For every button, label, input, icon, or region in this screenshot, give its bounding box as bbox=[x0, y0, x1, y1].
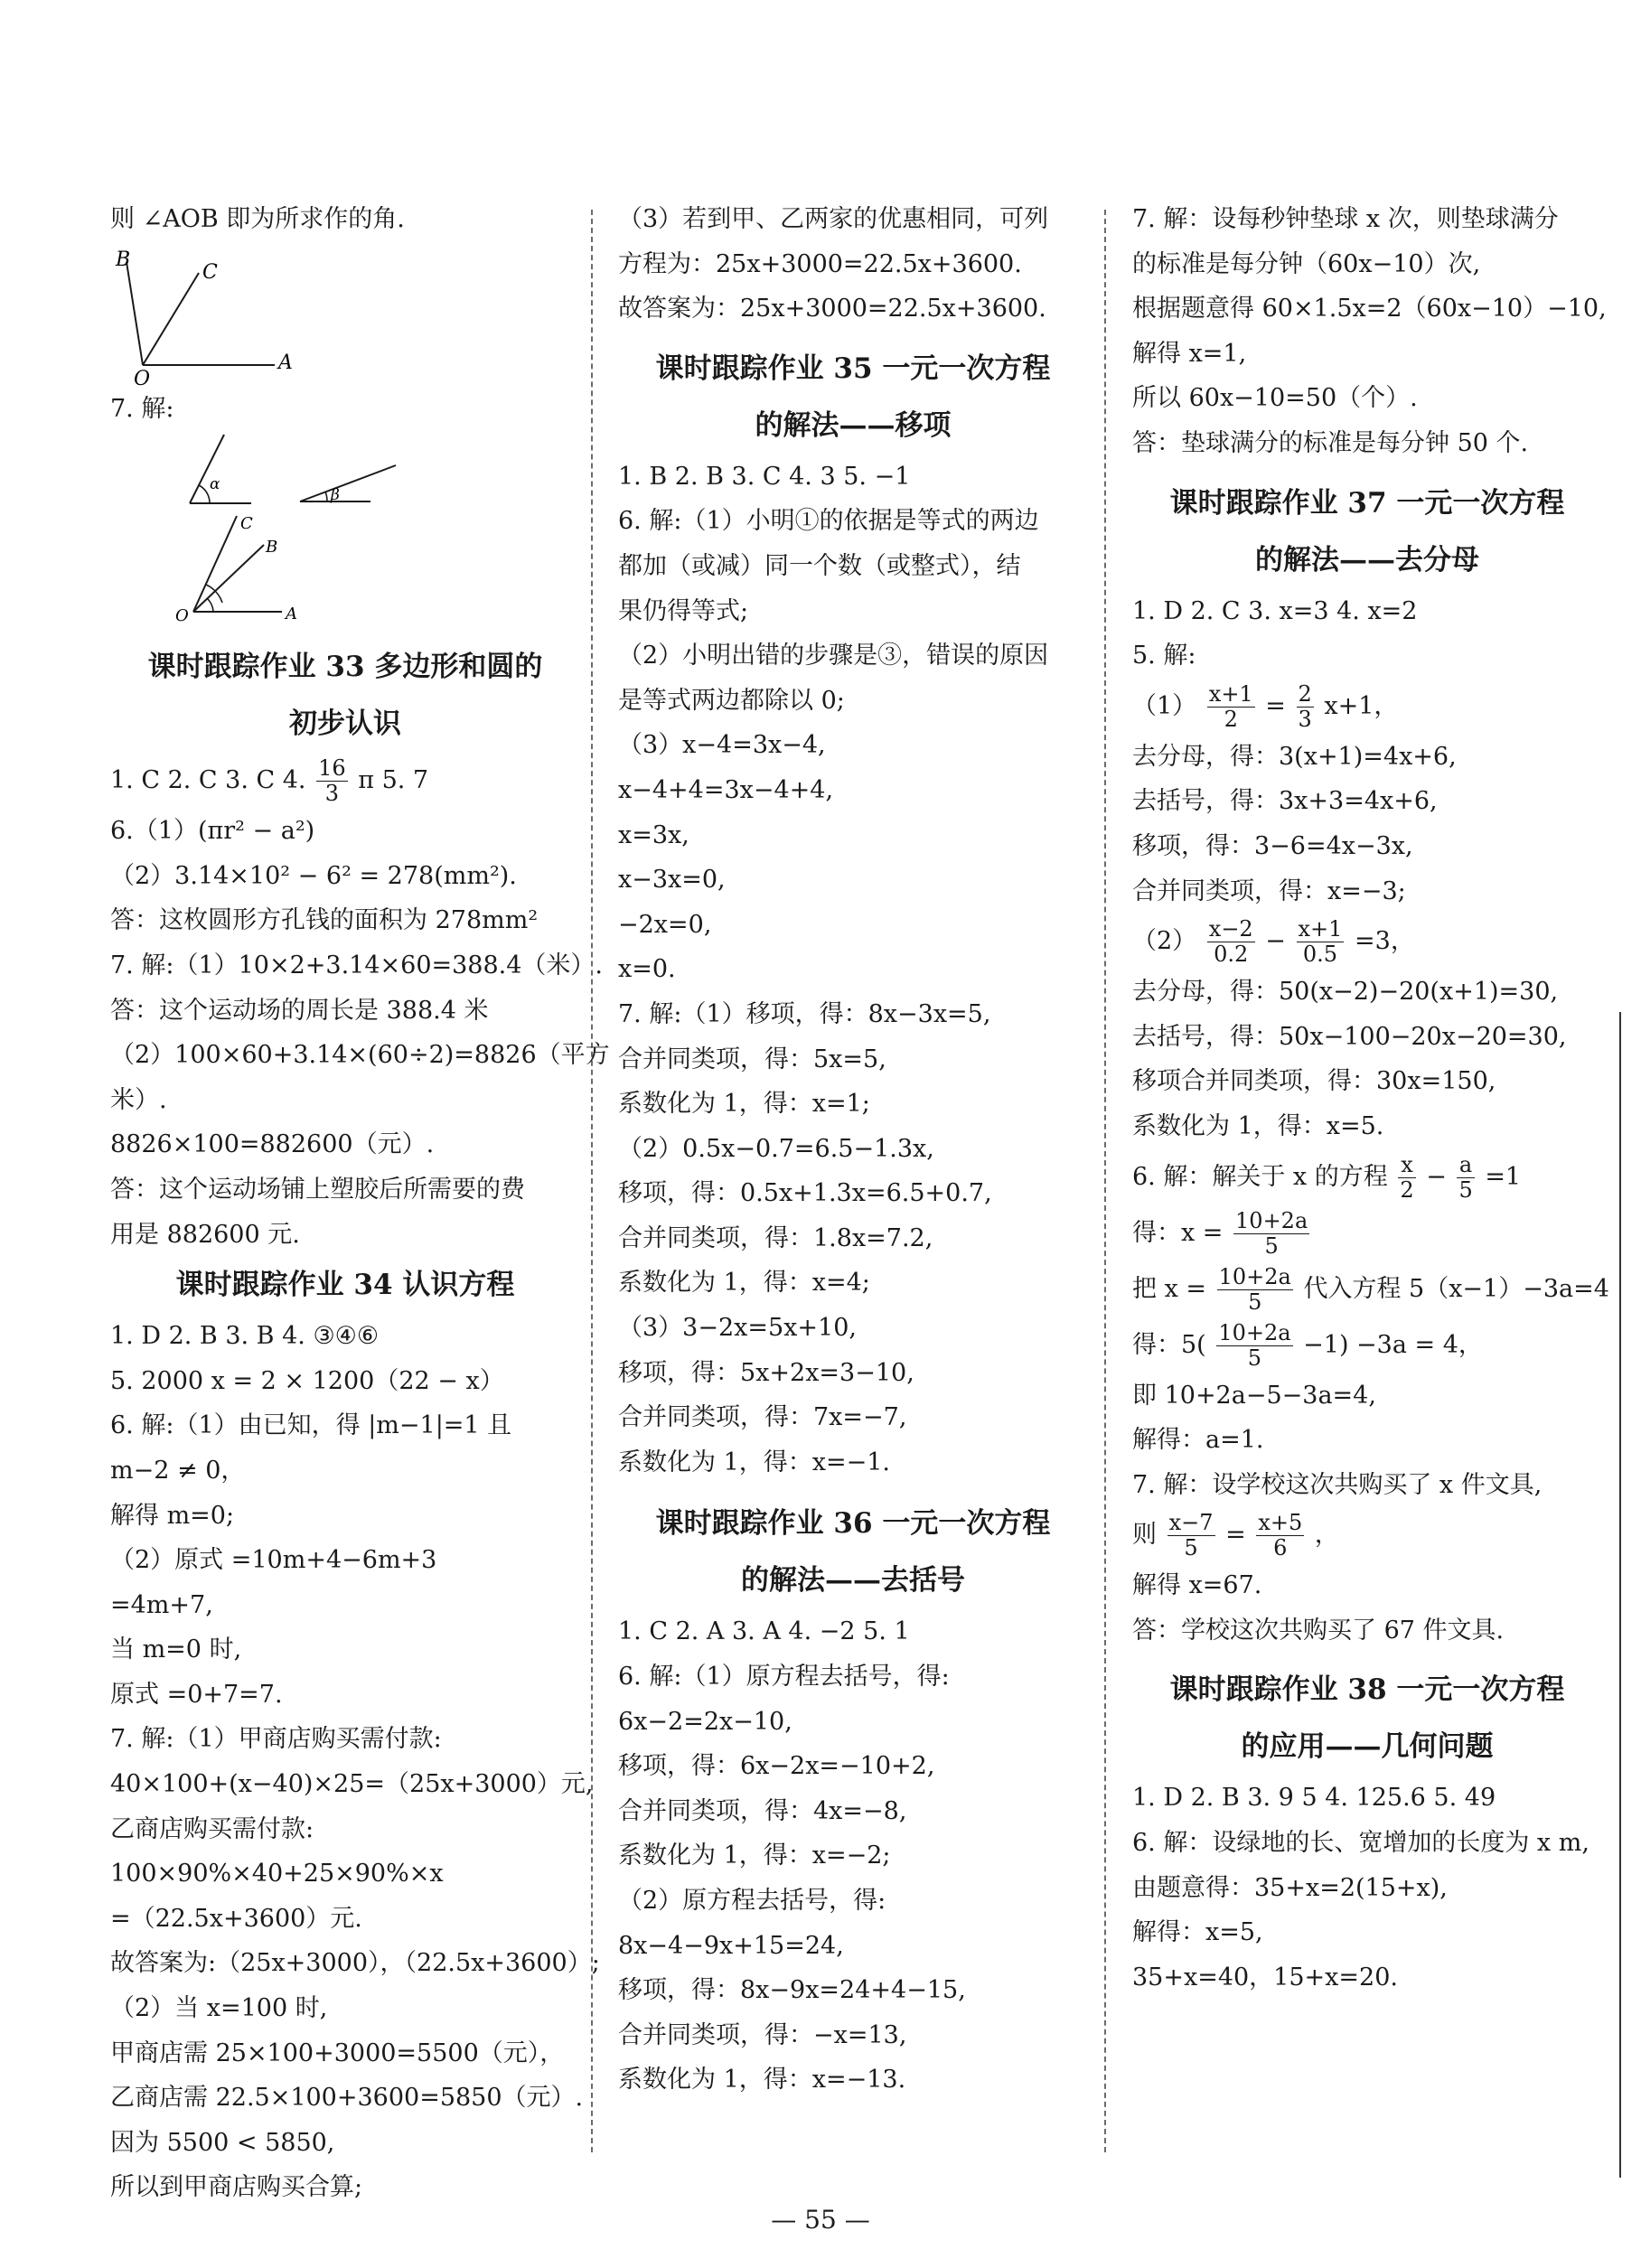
text-line: 去分母，得：50(x−2)−20(x+1)=30, bbox=[1132, 978, 1559, 1007]
text-line: （2）原方程去括号，得: bbox=[618, 1887, 886, 1915]
denominator: 5 bbox=[1248, 1289, 1262, 1315]
equation-text: = bbox=[1225, 1521, 1246, 1550]
text-line: 答：垫球满分的标准是每分钟 50 个. bbox=[1132, 428, 1529, 457]
text-line: 根据题意得 60×1.5x=2（60x−10）−10, bbox=[1132, 295, 1607, 323]
alpha-arc bbox=[199, 485, 210, 503]
denominator: 5 bbox=[1247, 1345, 1262, 1371]
text-line: （2）0.5x−0.7=6.5−1.3x, bbox=[618, 1134, 934, 1163]
text-line: 6. 解:（1）小明①的依据是等式的两边 bbox=[618, 507, 1039, 536]
equation-text: x+1， bbox=[1324, 691, 1399, 720]
section-title: 课时跟踪作业 35 一元一次方程 bbox=[655, 351, 1051, 385]
text-line: （2）小明出错的步骤是③，错误的原因 bbox=[618, 642, 1049, 670]
equation-line bbox=[1132, 1507, 1602, 1563]
text-line: 7. 解：设每秒钟垫球 x 次，则垫球满分 bbox=[1132, 205, 1559, 233]
column-divider-right bbox=[1104, 210, 1106, 2152]
text-line: =（22.5x+3600）元. bbox=[110, 1904, 362, 1933]
fraction bbox=[1207, 917, 1255, 967]
numerator: x+1 bbox=[1298, 916, 1343, 942]
text-line: 合并同类项，得：7x=−7, bbox=[618, 1403, 907, 1432]
section-title: 的解法——去分母 bbox=[1255, 543, 1479, 576]
text-line: 35+x=40，15+x=20. bbox=[1132, 1963, 1398, 1992]
text-line: 1. D 2. C 3. x=3 4. x=2 bbox=[1132, 596, 1418, 625]
section-title: 课时跟踪作业 33 多边形和圆的 bbox=[147, 651, 543, 684]
fraction bbox=[1216, 1321, 1292, 1371]
text-line: 7. 解:（1）移项，得：8x−3x=5, bbox=[618, 999, 991, 1028]
equation-line bbox=[1132, 1149, 1602, 1205]
text-line: （3）若到甲、乙两家的优惠相同，可列 bbox=[618, 205, 1049, 233]
section-title: 课时跟踪作业 38 一元一次方程 bbox=[1169, 1673, 1565, 1707]
text-line: 去括号，得：3x+3=4x+6, bbox=[1132, 787, 1438, 816]
denominator: 0.2 bbox=[1214, 942, 1249, 968]
column-3 bbox=[1132, 197, 1609, 2000]
text-line: x−4+4=3x−4+4, bbox=[618, 775, 834, 804]
label-c: C bbox=[240, 514, 253, 534]
page-number: — 55 — bbox=[771, 2205, 870, 2235]
equation-text: 得：5( bbox=[1132, 1330, 1206, 1359]
column-1 bbox=[110, 197, 610, 2210]
section-title: 的解法——去括号 bbox=[741, 1564, 965, 1598]
text-line: 所以 60x−10=50（个）. bbox=[1132, 384, 1418, 413]
text-line: （2）原式 =10m+4−6m+3 bbox=[110, 1546, 437, 1575]
numerator: 16 bbox=[318, 755, 346, 782]
fraction bbox=[1297, 917, 1345, 967]
equation-text: ， bbox=[1314, 1521, 1339, 1550]
text-line: m−2 ≠ 0， bbox=[110, 1456, 246, 1485]
text-line: 原式 =0+7=7. bbox=[110, 1680, 283, 1709]
text-line: 答：这枚圆形方孔钱的面积为 278mm² bbox=[110, 906, 539, 935]
label-beta: β bbox=[331, 486, 340, 505]
text-line: 即 10+2a−5−3a=4, bbox=[1132, 1381, 1376, 1410]
equation-line bbox=[1132, 1317, 1602, 1373]
text-line: 合并同类项，得：1.8x=7.2, bbox=[618, 1223, 933, 1252]
text-line: 的标准是每分钟（60x−10）次, bbox=[1132, 249, 1481, 278]
ray-oc bbox=[143, 273, 199, 365]
text-line: 6. 解:（1）由已知，得 |m−1|=1 且 bbox=[110, 1411, 512, 1440]
equation-text: 代入方程 5（x−1）−3a=4 bbox=[1303, 1274, 1609, 1303]
text-line: 5. 2000 x = 2 × 1200（22 − x） bbox=[110, 1366, 504, 1395]
text-line: 系数化为 1，得：x=−2; bbox=[618, 1842, 891, 1870]
fraction bbox=[1207, 682, 1255, 732]
equation-text: −1) −3a = 4， bbox=[1303, 1330, 1483, 1359]
text-line: x=3x, bbox=[618, 820, 689, 849]
text-line: 则 ∠AOB 即为所求作的角. bbox=[110, 205, 405, 233]
text-line: 6x−2=2x−10, bbox=[618, 1707, 792, 1736]
ray-ob bbox=[127, 262, 143, 365]
text-line: 5. 解: bbox=[1132, 642, 1196, 670]
answer-text: π 5. 7 bbox=[358, 766, 429, 795]
text-line: 答：学校这次共购买了 67 件文具. bbox=[1132, 1616, 1505, 1645]
text-line: 系数化为 1，得：x=−1. bbox=[618, 1448, 890, 1476]
text-line: 乙商店购买需付款: bbox=[110, 1814, 314, 1843]
denominator: 3 bbox=[324, 781, 340, 807]
text-line: 合并同类项，得：5x=5, bbox=[618, 1045, 886, 1073]
section-title: 课时跟踪作业 34 认识方程 bbox=[175, 1269, 515, 1302]
text-line: 7. 解:（1）10×2+3.14×60=388.4（米）. bbox=[110, 951, 603, 979]
numerator: x−7 bbox=[1168, 1510, 1214, 1536]
column-divider-left bbox=[591, 210, 593, 2152]
text-line: （2）3.14×10² − 6² = 278(mm²). bbox=[110, 861, 517, 890]
numerator: a bbox=[1457, 1153, 1474, 1178]
text-line: 移项合并同类项，得：30x=150, bbox=[1132, 1067, 1496, 1096]
text-line: x−3x=0, bbox=[618, 866, 726, 895]
equation-line bbox=[1132, 679, 1602, 735]
numerator: 10+2a bbox=[1218, 1263, 1291, 1289]
text-line: 100×90%×40+25×90%×x bbox=[110, 1860, 444, 1888]
text-line: −2x=0, bbox=[618, 910, 712, 939]
numerator: x+1 bbox=[1208, 680, 1253, 707]
text-line: 所以到甲商店购买合算; bbox=[110, 2173, 363, 2202]
text-line: 8826×100=882600（元）. bbox=[110, 1130, 435, 1159]
denominator: 5 bbox=[1458, 1176, 1473, 1203]
answer-text: 1. C 2. C 3. C 4. bbox=[110, 766, 306, 795]
answer-line bbox=[110, 753, 580, 809]
text-line: 用是 882600 元. bbox=[110, 1220, 300, 1249]
equation-text: − bbox=[1426, 1162, 1447, 1191]
ray-ob bbox=[193, 545, 264, 612]
text-line: 系数化为 1，得：x=1; bbox=[618, 1090, 870, 1119]
label-a: A bbox=[286, 604, 297, 624]
text-line: 由题意得：35+x=2(15+x), bbox=[1132, 1873, 1448, 1902]
label-b: B bbox=[116, 248, 131, 271]
text-line: 答：这个运动场的周长是 388.4 米 bbox=[110, 996, 489, 1025]
equation-text: = bbox=[1265, 691, 1286, 720]
text-line: 都加（或减）同一个数（或整式），结 bbox=[618, 551, 1021, 580]
text-line: 移项，得：6x−2x=−10+2, bbox=[618, 1752, 935, 1781]
text-line: （3）x−4=3x−4, bbox=[618, 731, 826, 760]
text-line: 故答案为:（25x+3000），（22.5x+3600）; bbox=[110, 1949, 600, 1978]
text-line: 合并同类项，得：x=−3; bbox=[1132, 876, 1406, 905]
equation-text: 把 x = bbox=[1132, 1274, 1207, 1303]
text-line: （2）100×60+3.14×(60÷2)=8826（平方 bbox=[110, 1041, 610, 1070]
text-line: 7. 解: bbox=[110, 394, 174, 423]
text-line: 方程为：25x+3000=22.5x+3600. bbox=[618, 249, 1022, 278]
text-line: 当 m=0 时, bbox=[110, 1635, 242, 1664]
text-line: 去分母，得：3(x+1)=4x+6, bbox=[1132, 742, 1457, 771]
section-title: 课时跟踪作业 36 一元一次方程 bbox=[655, 1507, 1051, 1541]
text-line: 故答案为：25x+3000=22.5x+3600. bbox=[618, 295, 1046, 323]
equation-text: 得：x = bbox=[1132, 1218, 1224, 1247]
text-line: 甲商店需 25×100+3000=5500（元）， bbox=[110, 2038, 565, 2067]
column-2 bbox=[618, 197, 1088, 2103]
text-line: （3）3−2x=5x+10, bbox=[618, 1314, 857, 1343]
denominator: 2 bbox=[1224, 706, 1238, 732]
label-o: O bbox=[134, 367, 151, 387]
denominator: 0.5 bbox=[1302, 942, 1338, 968]
beta-side-ray bbox=[300, 465, 396, 501]
page-edge-line bbox=[1619, 1012, 1621, 2178]
ray-oc bbox=[193, 516, 237, 612]
figure-combined-angle bbox=[110, 512, 472, 630]
text-line: x=0. bbox=[618, 955, 676, 984]
text-line: 系数化为 1，得：x=4; bbox=[618, 1269, 870, 1298]
text-line: 系数化为 1，得：x=5. bbox=[1132, 1111, 1384, 1140]
text-line: 解得 x=1, bbox=[1132, 339, 1247, 368]
label-b: B bbox=[266, 538, 278, 558]
denominator: 5 bbox=[1184, 1535, 1198, 1561]
beta-arc bbox=[325, 492, 327, 501]
equation-text: （1） bbox=[1132, 691, 1197, 720]
text-line: 6. 解:（1）原方程去括号，得: bbox=[618, 1663, 950, 1692]
numerator: 10+2a bbox=[1235, 1207, 1308, 1233]
equation-text: =1 bbox=[1485, 1162, 1522, 1191]
denominator: 5 bbox=[1264, 1232, 1279, 1259]
numerator: x bbox=[1398, 1153, 1415, 1178]
numerator: 2 bbox=[1298, 680, 1312, 707]
text-line: 答：这个运动场铺上塑胶后所需要的费 bbox=[110, 1175, 525, 1204]
text-line: 解得 x=67. bbox=[1132, 1571, 1262, 1600]
equation-text: 则 bbox=[1132, 1521, 1157, 1550]
numerator: x+5 bbox=[1258, 1510, 1303, 1536]
text-line: 1. C 2. A 3. A 4. −2 5. 1 bbox=[618, 1617, 910, 1646]
equation-line bbox=[1132, 1205, 1602, 1261]
equation-line bbox=[1132, 914, 1602, 970]
text-line: 移项，得：5x+2x=3−10, bbox=[618, 1358, 914, 1387]
fraction bbox=[1167, 1511, 1215, 1560]
text-line: 1. D 2. B 3. 9 5 4. 125.6 5. 49 bbox=[1132, 1784, 1496, 1813]
text-line: 移项，得：0.5x+1.3x=6.5+0.7, bbox=[618, 1179, 992, 1208]
text-line: 解得：x=5, bbox=[1132, 1918, 1263, 1947]
fraction bbox=[1297, 682, 1314, 732]
text-line: 乙商店需 22.5×100+3600=5850（元）. bbox=[110, 2084, 584, 2113]
numerator: x−2 bbox=[1208, 916, 1253, 942]
text-line: 解得 m=0; bbox=[110, 1501, 235, 1530]
text-line: 合并同类项，得：−x=13, bbox=[618, 2020, 907, 2049]
equation-text: − bbox=[1265, 927, 1286, 956]
text-line: 8x−4−9x+15=24, bbox=[618, 1931, 844, 1960]
fraction bbox=[1217, 1265, 1293, 1315]
text-line: 合并同类项，得：4x=−8, bbox=[618, 1796, 907, 1825]
text-line: 7. 解：设学校这次共购买了 x 件文具, bbox=[1132, 1470, 1543, 1499]
text-line: 因为 5500 < 5850, bbox=[110, 2128, 335, 2157]
equation-text: =3， bbox=[1355, 927, 1415, 956]
fraction bbox=[316, 756, 348, 806]
fraction bbox=[1256, 1511, 1304, 1560]
fraction bbox=[1457, 1153, 1474, 1203]
equation-text: （2） bbox=[1132, 927, 1197, 956]
section-title: 课时跟踪作业 37 一元一次方程 bbox=[1169, 486, 1565, 520]
text-line: 去括号，得：50x−100−20x−20=30, bbox=[1132, 1022, 1567, 1051]
denominator: 2 bbox=[1400, 1176, 1414, 1203]
text-line: 系数化为 1，得：x=−13. bbox=[618, 2066, 906, 2095]
label-a: A bbox=[278, 351, 293, 374]
section-title: 初步认识 bbox=[289, 708, 401, 741]
text-line: （2）当 x=100 时, bbox=[110, 1994, 328, 2023]
text-line: 6. 解：设绿地的长、宽增加的长度为 x m, bbox=[1132, 1829, 1589, 1858]
text-line: 7. 解:（1）甲商店购买需付款: bbox=[110, 1725, 442, 1754]
fraction bbox=[1398, 1153, 1415, 1203]
fraction bbox=[1233, 1209, 1309, 1259]
label-o: O bbox=[175, 606, 189, 626]
text-line: 6.（1）(πr² − a²) bbox=[110, 817, 315, 846]
text-line: 米）. bbox=[110, 1085, 167, 1114]
label-c: C bbox=[202, 260, 218, 284]
text-line: 1. D 2. B 3. B 4. ③④⑥ bbox=[110, 1322, 380, 1351]
numerator: 10+2a bbox=[1218, 1319, 1291, 1345]
text-line: 果仍得等式; bbox=[618, 596, 749, 625]
section-title: 的应用——几何问题 bbox=[1241, 1730, 1494, 1764]
text-line: =4m+7, bbox=[110, 1590, 213, 1619]
equation-line bbox=[1132, 1261, 1609, 1317]
equation-text: 6. 解：解关于 x 的方程 bbox=[1132, 1162, 1388, 1191]
text-line: 40×100+(x−40)×25=（25x+3000）元, bbox=[110, 1770, 594, 1799]
denominator: 3 bbox=[1298, 706, 1312, 732]
text-line: 是等式两边都除以 0; bbox=[618, 686, 845, 715]
label-alpha: α bbox=[210, 475, 220, 494]
text-line: 解得：a=1. bbox=[1132, 1426, 1264, 1455]
figure-alpha-beta bbox=[110, 431, 472, 512]
text-line: 1. B 2. B 3. C 4. 3 5. −1 bbox=[618, 462, 911, 491]
section-title: 的解法——移项 bbox=[755, 408, 952, 442]
denominator: 6 bbox=[1273, 1535, 1288, 1561]
text-line: 移项，得：3−6=4x−3x, bbox=[1132, 831, 1413, 860]
figure-angle-aob bbox=[110, 242, 318, 387]
arc-inner bbox=[208, 599, 213, 612]
text-line: 移项，得：8x−9x=24+4−15, bbox=[618, 1976, 966, 2005]
